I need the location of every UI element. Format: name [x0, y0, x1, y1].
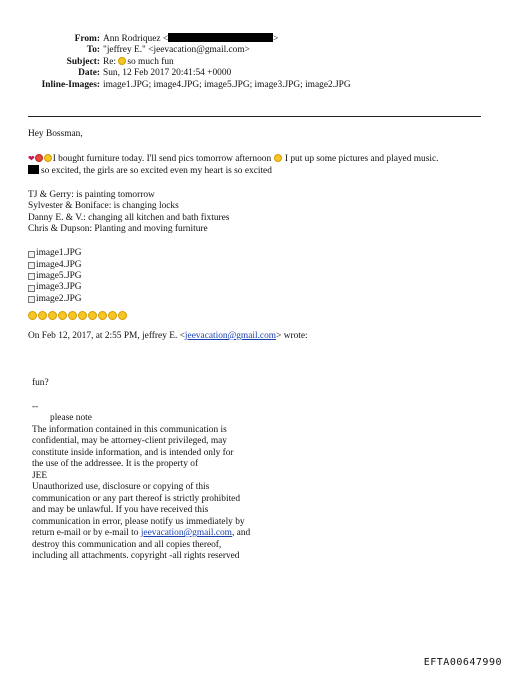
heart-emoji-icon: ❤ [28, 153, 35, 163]
task-item: Chris & Dupson: Planting and moving furniture [28, 224, 208, 234]
document-id: EFTA00647990 [423, 656, 502, 668]
emoji-row [28, 311, 488, 322]
smile-emoji-icon [98, 311, 107, 320]
smile-emoji-icon [58, 311, 67, 320]
inline-image-ref[interactable]: image1.JPG [28, 249, 488, 260]
inline-images-row [28, 80, 351, 92]
message-line-1 [28, 153, 488, 166]
broken-image-icon [28, 262, 35, 269]
quoted-message [32, 378, 332, 563]
disclaimer-line: the use of the addressee. It is the property of [32, 459, 199, 469]
task-item: Sylvester & Boniface: is changing locks [28, 201, 179, 211]
redaction-bar [168, 33, 273, 42]
note-title: please note [50, 413, 92, 423]
task-list [28, 190, 488, 236]
smile-emoji-icon [118, 57, 126, 65]
inline-image-ref[interactable]: image2.JPG [28, 294, 488, 305]
broken-image-icon [28, 296, 35, 303]
disclaimer-line: confidential, may be attorney-client privileged, may [32, 436, 227, 446]
from-end: > [273, 34, 279, 44]
message-line-1b: I put up some pictures and played music. [284, 153, 439, 164]
email-header [28, 33, 351, 92]
disclaimer-line: return e-mail or by e-mail to jeevacation@gmail.com, and [32, 528, 251, 538]
to-label: To: [86, 44, 100, 55]
black-square-emoji-icon [28, 165, 39, 174]
disclaimer-email-link[interactable]: jeevacation@gmail.com [140, 528, 232, 538]
message-line-1a: I bought furniture today. I'll send pics tomorrow afternoon [52, 153, 272, 164]
smile-emoji-icon [88, 311, 97, 320]
task-item: TJ & Gerry: is painting tomorrow [28, 189, 155, 200]
date-value: Sun, 12 Feb 2017 20:41:54 +0000 [103, 68, 232, 79]
message-line-2 [28, 165, 488, 178]
disclaimer-line: communication or any part thereof is strictly prohibited [32, 493, 241, 504]
quote-intro: On Feb 12, 2017, at 2:55 PM, jeffrey E. <jeevacation@gmail.com> wrote: [28, 330, 308, 341]
inline-image-ref[interactable]: image3.JPG [28, 282, 488, 293]
inline-image-ref[interactable]: image4.JPG [28, 260, 488, 271]
quoted-text: fun? [32, 378, 49, 388]
date-row [28, 68, 351, 80]
disclaimer-line: including all attachments. copyright -all rights reserved [32, 551, 240, 561]
header-divider [28, 116, 481, 117]
smile-emoji-icon [38, 311, 47, 320]
signature-dashes: -- [32, 401, 39, 412]
disclaimer [32, 425, 332, 563]
from-label: From: [74, 34, 100, 44]
inline-images-value: image1.JPG; image4.JPG; image5.JPG; image3.JPG; image2.JPG [103, 80, 351, 91]
heart-eyes-emoji-icon [35, 154, 43, 162]
to-row [28, 45, 351, 57]
disclaimer-line: destroy this communication and all copies thereof, [32, 539, 222, 550]
smile-emoji-icon [28, 311, 37, 320]
blush-emoji-icon [44, 154, 52, 162]
greeting: Hey Bossman, [28, 129, 83, 139]
message-line-2-text: so excited, the girls are so excited even my heart is so excited [41, 166, 272, 176]
from-name: Ann Rodriquez < [103, 34, 169, 44]
disclaimer-line: Unauthorized use, disclosure or copying of this [32, 482, 210, 492]
email-body [28, 129, 488, 342]
subject-text: so much fun [127, 56, 174, 67]
smile-emoji-icon [78, 311, 87, 320]
subject-label: Subject: [66, 56, 100, 67]
smile-emoji-icon [68, 311, 77, 320]
subject-prefix: Re: [103, 56, 117, 67]
inline-image-list [28, 249, 488, 305]
inline-images-label: Inline-Images: [41, 80, 100, 91]
inline-image-ref[interactable]: image5.JPG [28, 271, 488, 282]
quote-email-link[interactable]: jeevacation@gmail.com [184, 330, 277, 341]
subject-row [28, 57, 351, 69]
smile-emoji-icon [274, 154, 282, 162]
disclaimer-line: JEE [32, 470, 48, 481]
broken-image-icon [28, 251, 35, 258]
smile-emoji-icon [48, 311, 57, 320]
broken-image-icon [28, 285, 35, 292]
disclaimer-line: The information contained in this communication is [32, 424, 227, 435]
smile-emoji-icon [108, 311, 117, 320]
date-label: Date: [78, 68, 100, 79]
to-value: "jeffrey E." <jeevacation@gmail.com> [103, 44, 250, 55]
task-item: Danny E. & V.: changing all kitchen and bath fixtures [28, 212, 230, 223]
from-row [28, 33, 351, 45]
disclaimer-line: communication in error, please notify us immediately by [32, 516, 245, 527]
smile-emoji-icon [118, 311, 127, 320]
broken-image-icon [28, 273, 35, 280]
disclaimer-line: and may be unlawful. If you have received this [32, 505, 209, 515]
disclaimer-line: constitute inside information, and is intended only for [32, 447, 234, 458]
